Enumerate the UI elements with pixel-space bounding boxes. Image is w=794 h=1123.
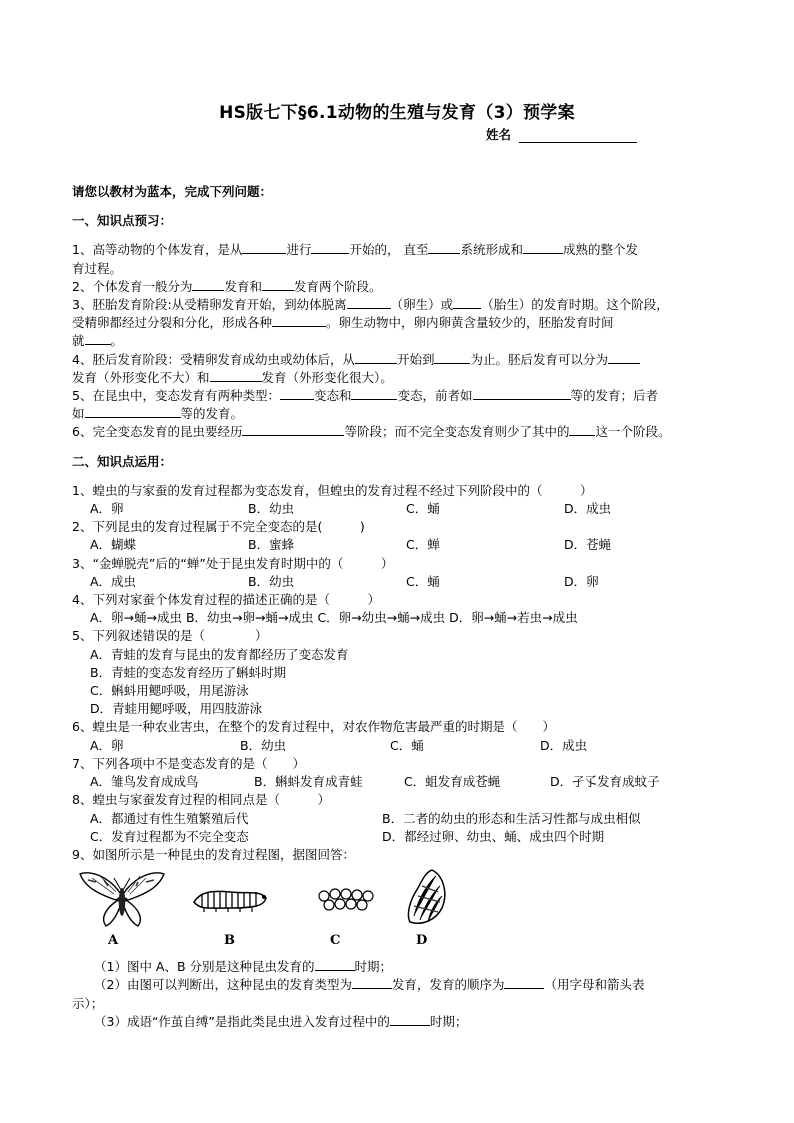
s1-question-3-cont: 受精卵都经过分裂和分化，形成各种 。卵生动物中，卵内卵黄含量较少的，胚胎发育时间 [72,315,614,331]
blank[interactable] [242,423,344,436]
option[interactable]: B．蜜蜂 [248,537,295,553]
name-blank[interactable] [519,130,637,143]
blank[interactable] [473,387,571,400]
q9-sub-3: （3）成语“作茧自缚”是指此类昆虫进入发育过程中的 时期； [94,1013,468,1029]
blank[interactable] [272,314,326,327]
option[interactable]: B．蝌蚪发育成青蛙 [254,774,363,790]
option[interactable]: A．卵 [90,737,124,753]
s2-q8-options-row1 [72,810,722,828]
option[interactable]: C．发育过程都为不完全变态 [90,828,249,844]
option[interactable]: B．幼虫 [248,573,295,589]
figure-label-c: C [330,933,341,949]
option[interactable]: C．蝉 [406,537,440,553]
option[interactable]: A．卵 [90,501,124,517]
page-title: HS版七下§6.1动物的生殖与发育（3）预学案 [219,103,575,123]
option[interactable]: D．苍蝇 [564,537,612,553]
option[interactable]: B．幼虫 [248,501,295,517]
option[interactable]: A．青蛙的发育与昆虫的发育都经历了变态发育 [90,646,349,662]
option[interactable]: B．幼虫 [240,737,287,753]
blank[interactable] [608,351,640,364]
intro-text: 请您以教材为蓝本，完成下列问题： [72,184,273,199]
blank[interactable] [347,296,391,309]
s1-question-1: 1、高等动物的个体发育，是从 进行 开始的， 直至 系统形成和 成熟的整个发 [72,242,638,258]
s2-q6-options [72,737,722,755]
section1-heading: 一、知识点预习： [72,213,173,229]
blank[interactable] [569,423,595,436]
blank[interactable] [504,976,544,989]
q9-sub-1: （1）图中 A、B 分别是这种昆虫发育的 时期； [94,959,393,975]
s2-q4-options[interactable]: A．卵→蛹→成虫 B．幼虫→卵→蛹→成虫 C．卵→幼虫→蛹→成虫 D．卵→蛹→若虫→成虫 [90,610,578,626]
q9-sub-2: （2）由图可以判断出，这种昆虫的发育类型为 发育，发育的顺序为 （用字母和箭头表 [94,977,645,993]
name-field [486,125,637,143]
figure-label-a: A [108,933,119,949]
s2-question-8: 8、蝗虫与家蚕发育过程的相同点是（ ） [72,792,330,808]
moth-illustration [76,868,168,935]
blank[interactable] [192,278,224,291]
blank[interactable] [262,278,294,291]
blank[interactable] [390,1013,430,1026]
blank[interactable] [85,332,111,345]
s2-q1-options [72,500,722,518]
option[interactable]: C．蝌蚪用鳃呼吸，用尾游泳 [90,683,249,699]
s1-question-6: 6、完全变态发育的昆虫要经历 等阶段；而不完全变态发育则少了其中的 这一个阶段。 [72,424,671,440]
option[interactable]: D．成虫 [540,737,588,753]
blank[interactable] [242,241,286,254]
s1-question-5: 5、在昆虫中，变态发育有两种类型： 变态和 变态，前者如 等的发育；后者 [72,388,659,404]
option[interactable]: C．蛹 [406,501,440,517]
option[interactable]: B．青蛙的变态发育经历了蝌蚪时期 [90,664,287,680]
s2-question-7: 7、下列各项中不是变态发育的是（ ） [72,755,305,771]
option[interactable]: D．孑孓发育成蚊子 [550,774,660,790]
option[interactable]: C．蛹 [406,573,440,589]
blank[interactable] [210,369,262,382]
s1-question-4: 4、胚后发育阶段：受精卵发育成幼虫或幼体后，从 开始到 为止。胚后发育可以分为 [72,351,722,369]
option[interactable]: D．都经过卵、幼虫、蛹、成虫四个时期 [382,828,605,844]
option[interactable]: C．蛆发育成苍蝇 [404,774,501,790]
s1-question-3: 3、胚胎发育阶段:从受精卵发育开始，到幼体脱离 （卵生）或 （胎生）的发育时期。这个阶段， [72,297,669,313]
s1-question-5-cont: 如 等的发育。 [72,406,244,422]
s2-q3-options [72,573,722,591]
option[interactable]: A．都通过有性生殖繁殖后代 [90,810,249,826]
s1-question-2: 2、个体发育一般分为 发育和 发育两个阶段。 [72,278,382,294]
option[interactable]: A．蝴蝶 [90,537,137,553]
s1-question-3-cont2: 就 。 [72,333,124,349]
blank[interactable] [434,351,470,364]
option[interactable]: A．成虫 [90,573,137,589]
s2-question-9: 9、如图所示是一种昆虫的发育过程图，据图回答： [72,846,355,862]
s2-q7-options [72,773,722,791]
s2-question-1: 1、蝗虫的与家蚕的发育过程都为变态发育，但蝗虫的发育过程不经过下列阶段中的（ ） [72,482,593,498]
blank[interactable] [280,387,314,400]
s1-question-1-cont: 育过程。 [72,260,123,276]
name-label: 姓名 [486,127,512,142]
s2-question-5: 5、下列叙述错误的是（ ） [72,628,268,644]
section2-heading: 二、知识点运用： [72,453,173,469]
pupa-illustration [402,866,452,933]
q9-sub-2-cont: 示）； [72,995,104,1011]
blank[interactable] [85,405,181,418]
figure-label-d: D [416,933,428,949]
option[interactable]: D．成虫 [564,501,612,517]
blank[interactable] [311,241,349,254]
blank[interactable] [453,296,481,309]
s2-question-6: 6、蝗虫是一种农业害虫，在整个的发育过程中，对农作物危害最严重的时期是（ ） [72,719,555,735]
s2-q8-options-row2 [72,828,722,846]
blank[interactable] [315,958,355,971]
blank[interactable] [523,241,563,254]
option[interactable]: D．卵 [564,573,599,589]
figure-label-b: B [224,933,235,949]
s2-q2-options [72,536,722,554]
s1-question-4-cont: 发育（外形变化不大）和 发育（外形变化很大）。 [72,369,393,385]
blank[interactable] [355,351,397,364]
worksheet-content [72,183,722,1031]
insect-lifecycle-figure [72,866,722,958]
blank[interactable] [352,976,392,989]
option[interactable]: C．蛹 [390,737,424,753]
option[interactable]: B．二者的幼虫的形态和生活习性都与成虫相似 [382,810,641,826]
option[interactable]: D．青蛙用鳃呼吸，用四肢游泳 [90,701,263,717]
s2-question-3: 3、“金蝉脱壳”后的“蝉”处于昆虫发育时期中的（ ） [72,555,394,571]
larva-illustration [190,880,270,925]
eggs-illustration [316,884,376,923]
blank[interactable] [428,241,460,254]
blank[interactable] [351,387,397,400]
s2-question-2: 2、下列昆虫的发育过程属于不完全变态的是( ) [72,519,365,535]
s2-question-4: 4、下列对家蚕个体发育过程的描述正确的是（ ） [72,592,380,608]
option[interactable]: A．雏鸟发育成成鸟 [90,774,199,790]
